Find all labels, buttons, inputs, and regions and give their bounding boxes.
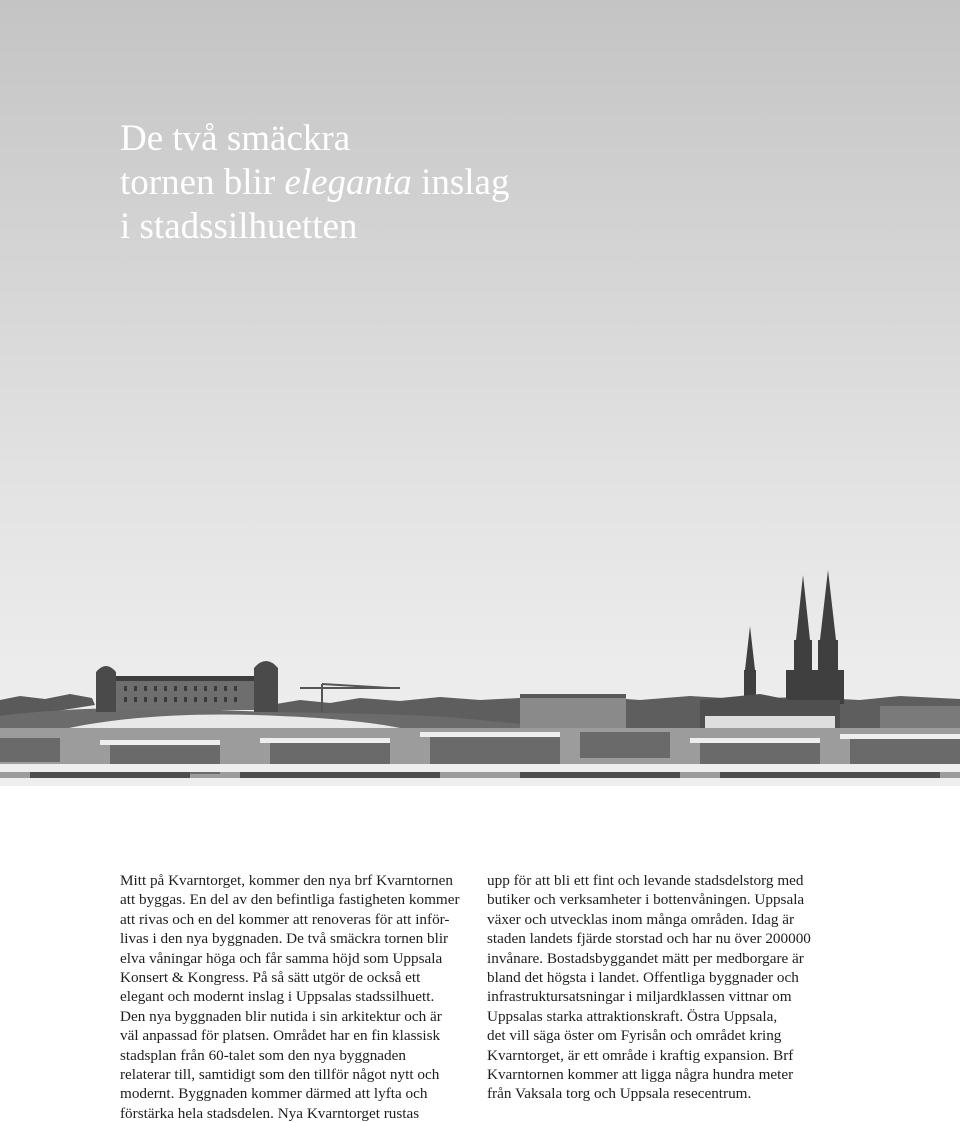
body-text-left: Mitt på Kvarntorget, kommer den nya brf Kvarntornen att byggas. En del av den befintliga fastigheten kommer att rivas och en del kommer att renoveras för att inför- livas i den nya byggnaden. De två smäckra tornen blir elva våningar höga och får samma höjd som Uppsala Konsert & Kongress. På så sätt utgör de också ett elegant och modernt inslag i Uppsalas stadssilhuett. Den nya byggnaden blir nutida i sin arkitektur och är väl anpassad för platsen. Området har en fin klassisk stadsplan från 60-talet som den nya byggnaden relaterar till, samtidigt som den tillför något nytt och modernt. Byggnaden kommer därmed att lyfta och förstärka hela stadsdelen. Nya Kvarntorget rustas <box>120 872 460 1122</box>
headline-line-1: De två smäckra <box>120 118 351 159</box>
headline-line-2-end: inslag <box>411 162 510 203</box>
body-text-right: upp för att bli ett fint och levande stadsdelstorg med butiker och verksamheter i bottenvåningen. Uppsala växer och utvecklas inom många områden. Idag är staden landets fjärde storstad och har nu över 200000 invånare. Bostadsbyggandet mätt per medborgare är bland det högsta i landet. Offentliga byggnader och infrastruktursatsningar i miljardklassen vittnar om Uppsalas starka attraktionskraft. Östra Uppsala, det vill säga öster om Fyrisån och området kring Kvarntorget, är ett område i kraftig expansion. Brf Kvarntornen kommer att ligga några hundra meter från Vaksala torg och Uppsala resecentrum. <box>487 872 811 1103</box>
uppsala-cathedral <box>700 570 844 730</box>
body-column-right <box>487 871 857 1104</box>
headline-line-3: i stadssilhuetten <box>120 206 358 247</box>
headline <box>120 117 509 249</box>
headline-line-2-start: tornen blir <box>120 162 285 203</box>
headline-emphasis: eleganta <box>284 162 412 203</box>
uppsala-castle <box>96 661 278 712</box>
headline-line-2 <box>120 161 509 205</box>
body-column-left <box>120 871 490 1123</box>
